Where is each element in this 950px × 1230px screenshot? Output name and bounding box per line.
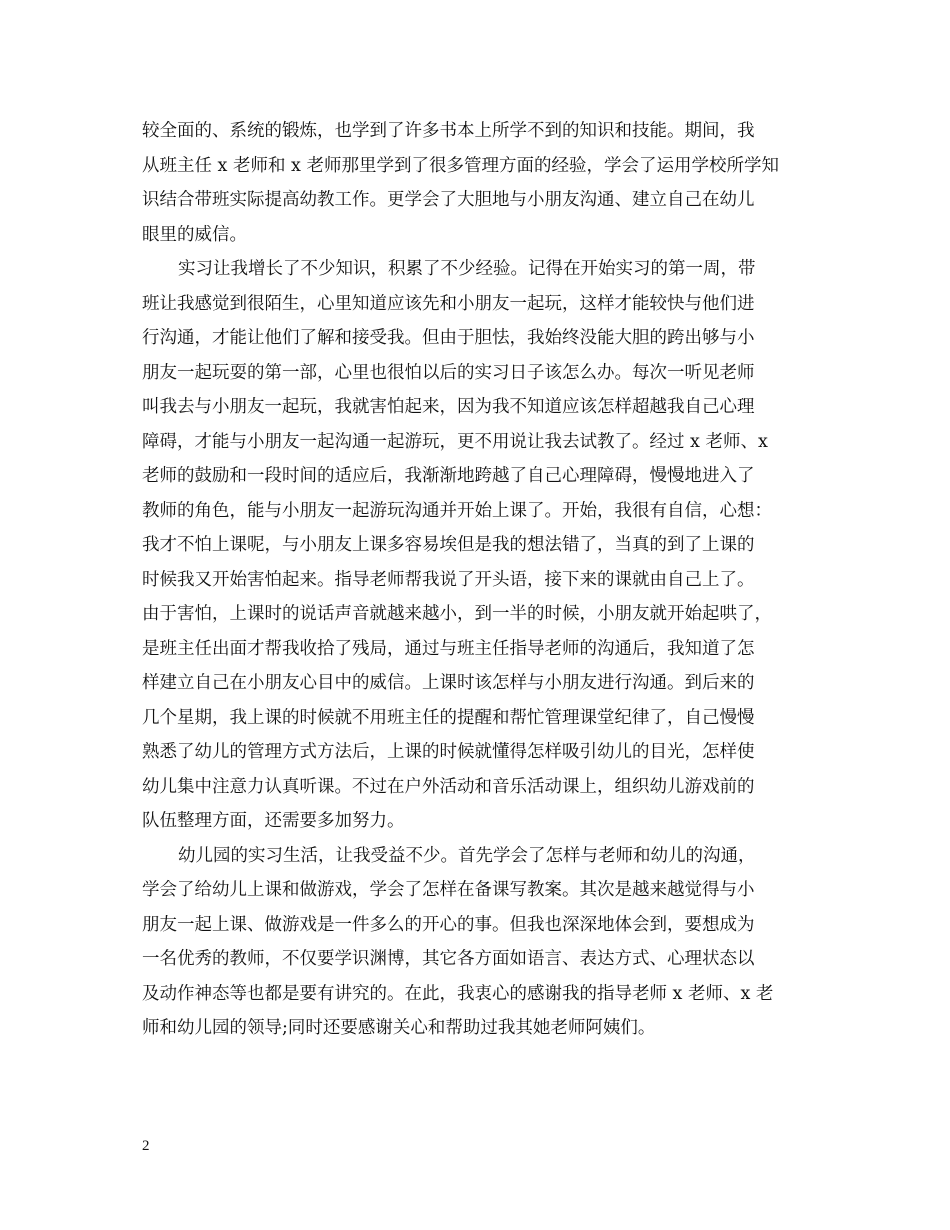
text-line: 幼儿集中注意力认真听课。不过在户外活动和音乐活动课上，组织幼儿游戏前的 [142, 776, 755, 797]
text-line: 一名优秀的教师，不仅要学识渊博，其它各方面如语言、表达方式、心理状态以 [142, 949, 755, 969]
text-line: 我才不怕上课呢，与小朋友上课多容易埃但是我的想法错了，当真的到了上课的 [142, 535, 755, 555]
text-line: 教师的角色，能与小朋友一起游玩沟通并开始上课了。开始，我很有自信，心想： [142, 500, 772, 521]
text-line: 班让我感觉到很陌生，心里知道应该先和小朋友一起玩，这样才能较快与他们进 [142, 293, 755, 314]
text-line: 从班主任 x 老师和 x 老师那里学到了很多管理方面的经验，学会了运用学校所学知 [142, 155, 779, 176]
text-line: 识结合带班实际提高幼教工作。更学会了大胆地与小朋友沟通、建立自己在幼儿 [142, 190, 755, 210]
text-line: 朋友一起玩耍的第一部，心里也很怕以后的实习日子该怎么办。每次一听见老师 [142, 362, 755, 383]
text-line: 行沟通，才能让他们了解和接受我。但由于胆怯，我始终没能大胆的跨出够与小 [142, 328, 755, 348]
body-text [142, 114, 808, 1046]
text-line: 老师的鼓励和一段时间的适应后，我渐渐地跨越了自己心理障碍，慢慢地进入了 [142, 466, 755, 486]
text-line: 较全面的、系统的锻炼，也学到了许多书本上所学不到的知识和技能。期间，我 [142, 121, 755, 141]
text-line: 几个星期，我上课的时候就不用班主任的提醒和帮忙管理课堂纪律了，自己慢慢 [142, 707, 755, 728]
text-line: 幼儿园的实习生活，让我受益不少。首先学会了怎样与老师和幼儿的沟通， [178, 845, 756, 866]
paragraph [142, 114, 808, 252]
page-number: 2 [142, 1138, 150, 1154]
text-line: 样建立自己在小朋友心目中的威信。上课时该怎样与小朋友进行沟通。到后来的 [142, 673, 755, 693]
paragraph [142, 839, 808, 1046]
paragraph [142, 252, 808, 839]
text-line: 熟悉了幼儿的管理方式方法后，上课的时候就懂得怎样吸引幼儿的目光，怎样使 [142, 742, 755, 762]
text-line: 及动作神态等也都是要有讲究的。在此，我衷心的感谢我的指导老师 x 老师、x 老 [142, 983, 774, 1004]
text-line: 学会了给幼儿上课和做游戏，学会了怎样在备课写教案。其次是越来越觉得与小 [142, 880, 755, 900]
text-line: 由于害怕，上课时的说话声音就越来越小，到一半的时候，小朋友就开始起哄了， [142, 604, 772, 624]
text-line: 师和幼儿园的领导;同时还要感谢关心和帮助过我其她老师阿姨们。 [142, 1018, 656, 1038]
text-line: 是班主任出面才帮我收拾了残局，通过与班主任指导老师的沟通后，我知道了怎 [142, 638, 755, 659]
text-line: 叫我去与小朋友一起玩，我就害怕起来，因为我不知道应该怎样超越我自己心理 [142, 397, 755, 417]
text-line: 队伍整理方面，还需要多加努力。 [142, 811, 405, 831]
text-line: 眼里的威信。 [142, 224, 247, 245]
text-line: 时候我又开始害怕起来。指导老师帮我说了开头语，接下来的课就由自己上了。 [142, 569, 755, 590]
text-line: 朋友一起上课、做游戏是一件多么的开心的事。但我也深深地体会到，要想成为 [142, 914, 755, 935]
text-line: 实习让我增长了不少知识，积累了不少经验。记得在开始实习的第一周，带 [178, 259, 756, 279]
text-line: 障碍，才能与小朋友一起沟通一起游玩，更不用说让我去试教了。经过 x 老师、x [142, 431, 768, 452]
